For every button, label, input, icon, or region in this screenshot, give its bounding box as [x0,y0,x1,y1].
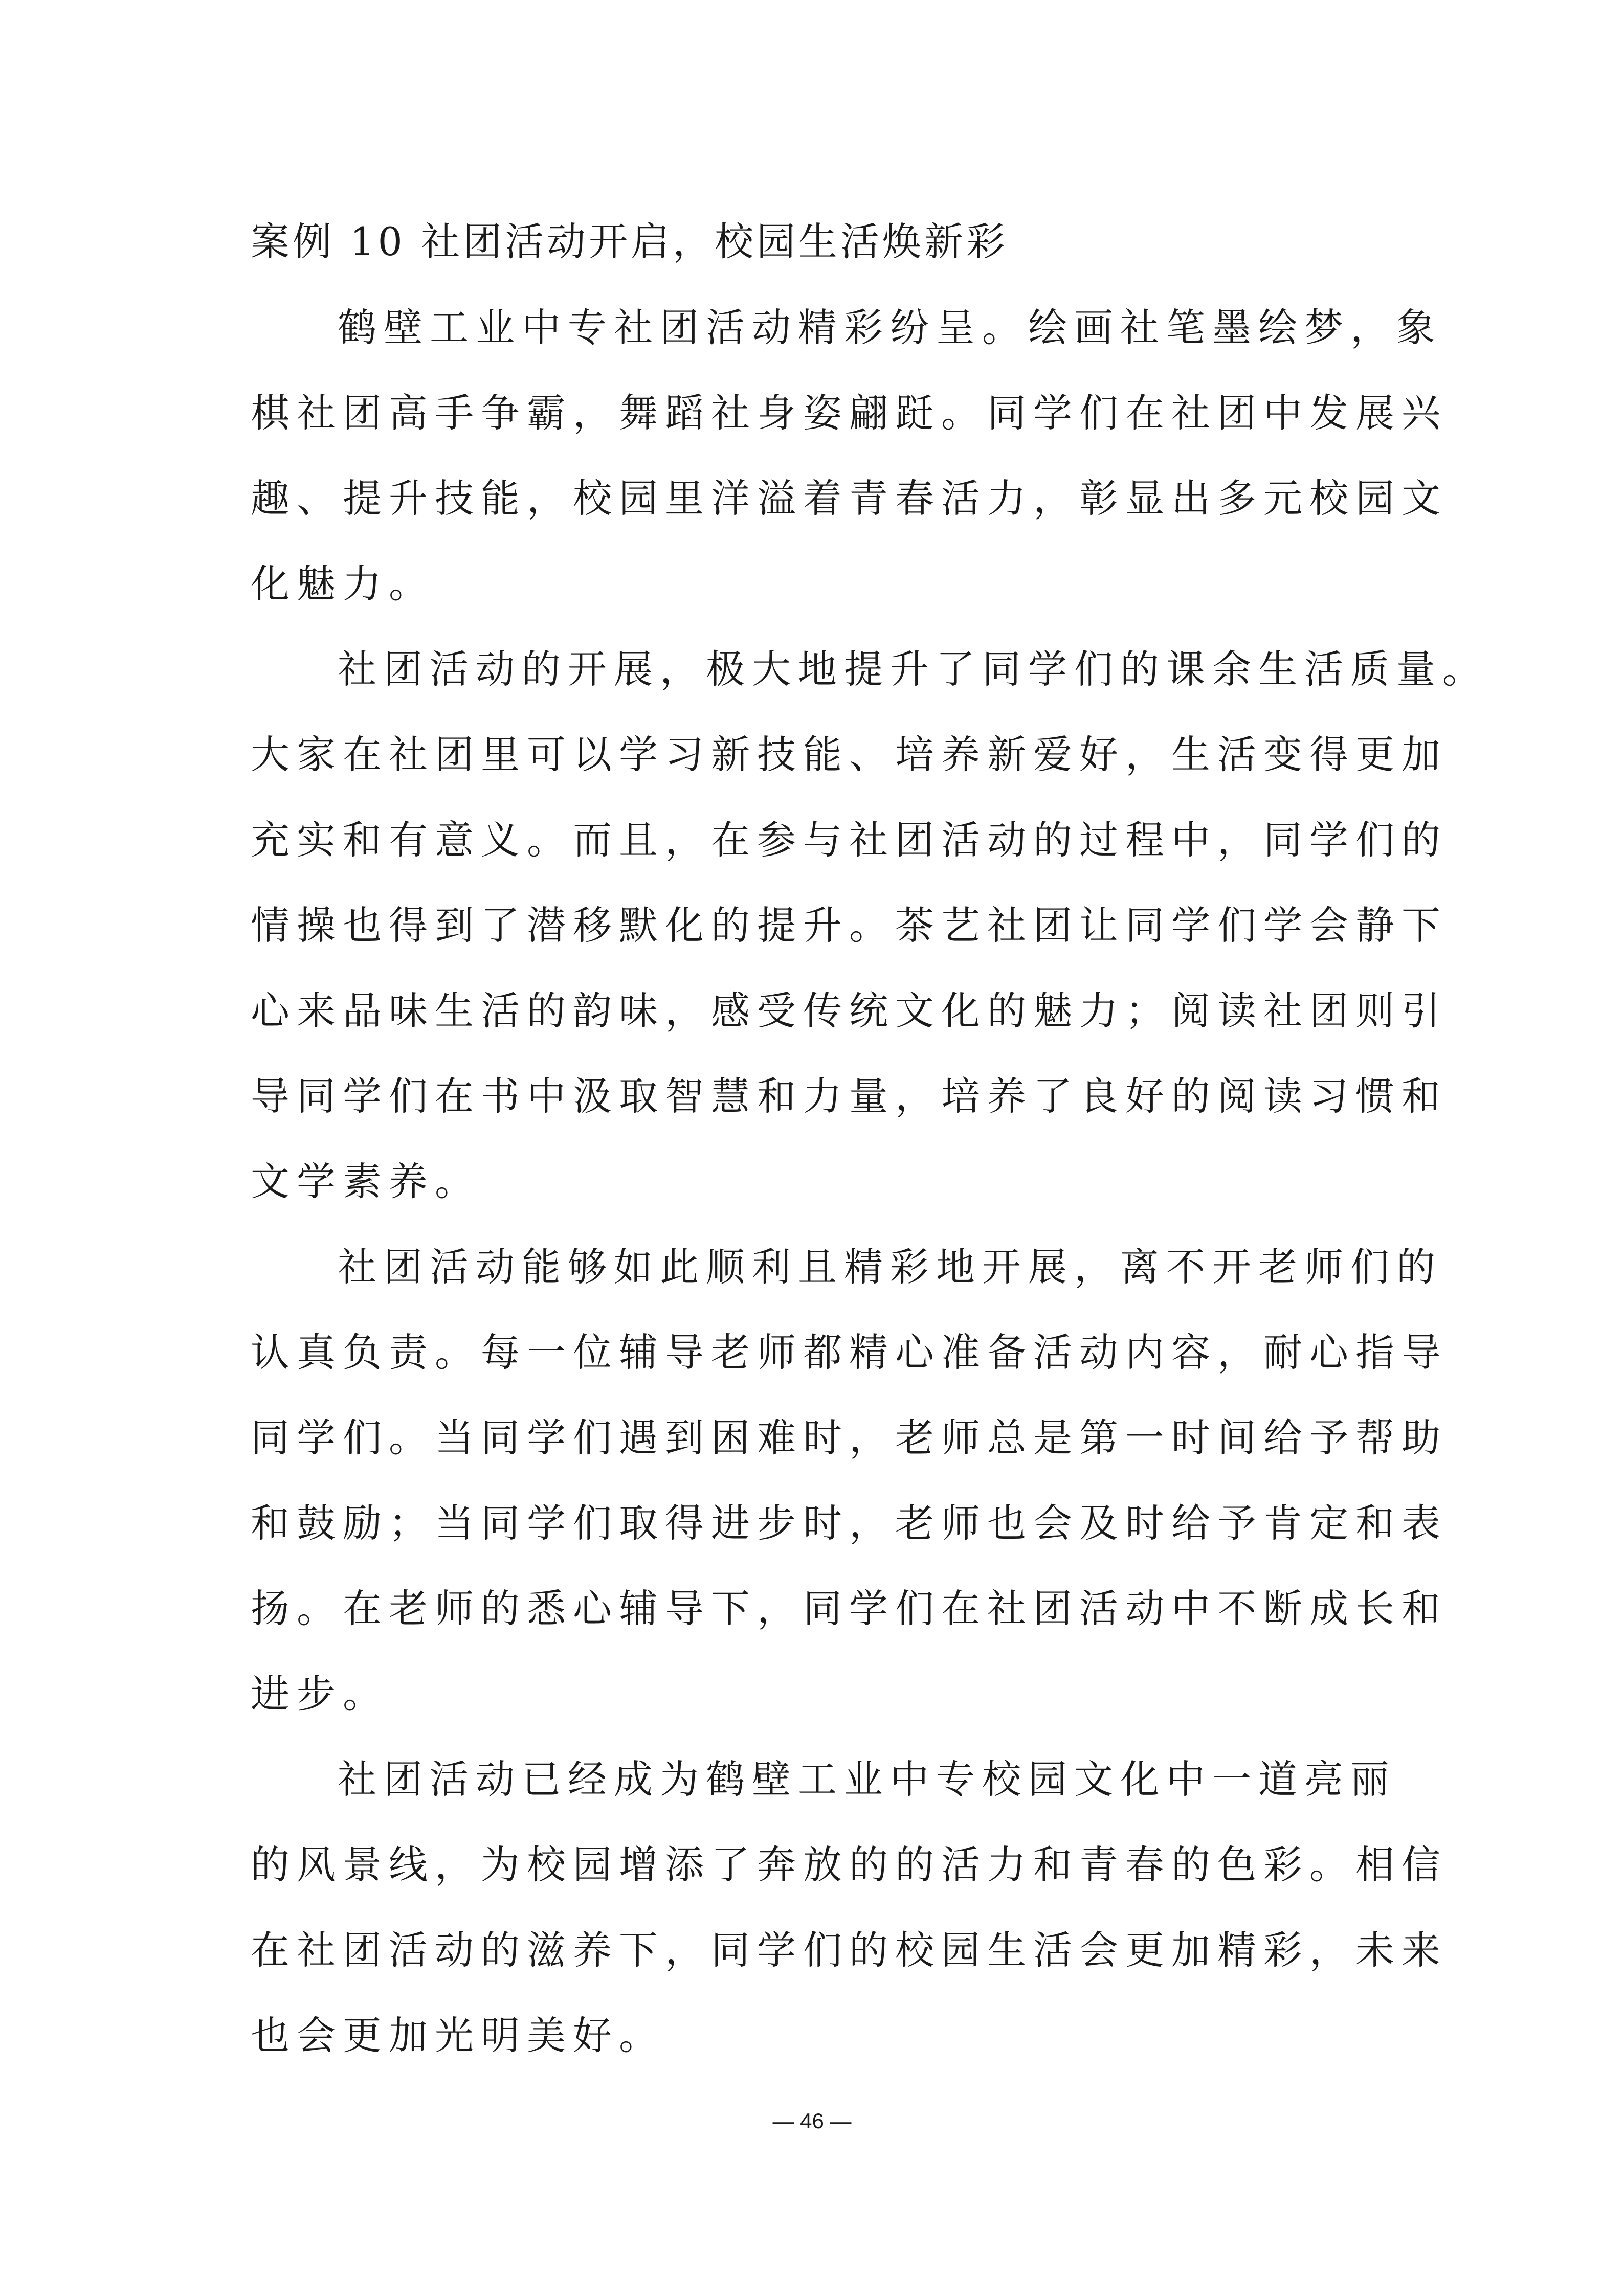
paragraph-2-line-6: 导同学们在书中汲取智慧和力量，培养了良好的阅读习惯和 [251,1073,1448,1119]
paragraph-2-line-5: 心来品味生活的韵味，感受传统文化的魅力；阅读社团则引 [251,988,1448,1033]
paragraph-3-line-6: 进步。 [251,1671,389,1717]
paragraph-3-line-4: 和鼓励；当同学们取得进步时，老师也会及时给予肯定和表 [251,1500,1448,1546]
paragraph-1-line-4: 化魅力。 [251,561,435,606]
paragraph-1-line-2: 棋社团高手争霸，舞蹈社身姿翩跹。同学们在社团中发展兴 [251,390,1448,436]
paragraph-3-line-2: 认真负责。每一位辅导老师都精心准备活动内容，耐心指导 [251,1330,1448,1375]
paragraph-4-line-1: 社团活动已经成为鹤壁工业中专校园文化中一道亮丽 [338,1757,1396,1802]
paragraph-2-line-3: 充实和有意义。而且，在参与社团活动的过程中，同学们的 [251,817,1448,863]
paragraph-4-line-4: 也会更加光明美好。 [251,2013,665,2058]
paragraph-1-line-1: 鹤壁工业中专社团活动精彩纷呈。绘画社笔墨绘梦，象 [338,305,1442,350]
page-number: — 46 — [772,2109,852,2133]
case-heading: 案例 10 社团活动开启，校园生活焕新彩 [251,219,1009,264]
paragraph-2-line-7: 文学素养。 [251,1159,481,1204]
paragraph-1-line-3: 趣、提升技能，校园里洋溢着青春活力，彰显出多元校园文 [251,476,1448,521]
paragraph-2-line-4: 情操也得到了潜移默化的提升。茶艺社团让同学们学会静下 [251,903,1448,948]
paragraph-2-line-1: 社团活动的开展，极大地提升了同学们的课余生活质量。 [338,646,1488,692]
paragraph-4-line-2: 的风景线，为校园增添了奔放的的活力和青春的色彩。相信 [251,1842,1448,1887]
paragraph-3-line-3: 同学们。当同学们遇到困难时，老师总是第一时间给予帮助 [251,1415,1448,1460]
paragraph-4-line-3: 在社团活动的滋养下，同学们的校园生活会更加精彩，未来 [251,1927,1448,1973]
paragraph-3-line-5: 扬。在老师的悉心辅导下，同学们在社团活动中不断成长和 [251,1586,1448,1631]
paragraph-3-line-1: 社团活动能够如此顺利且精彩地开展，离不开老师们的 [338,1244,1442,1290]
paragraph-2-line-2: 大家在社团里可以学习新技能、培养新爱好，生活变得更加 [251,732,1448,777]
